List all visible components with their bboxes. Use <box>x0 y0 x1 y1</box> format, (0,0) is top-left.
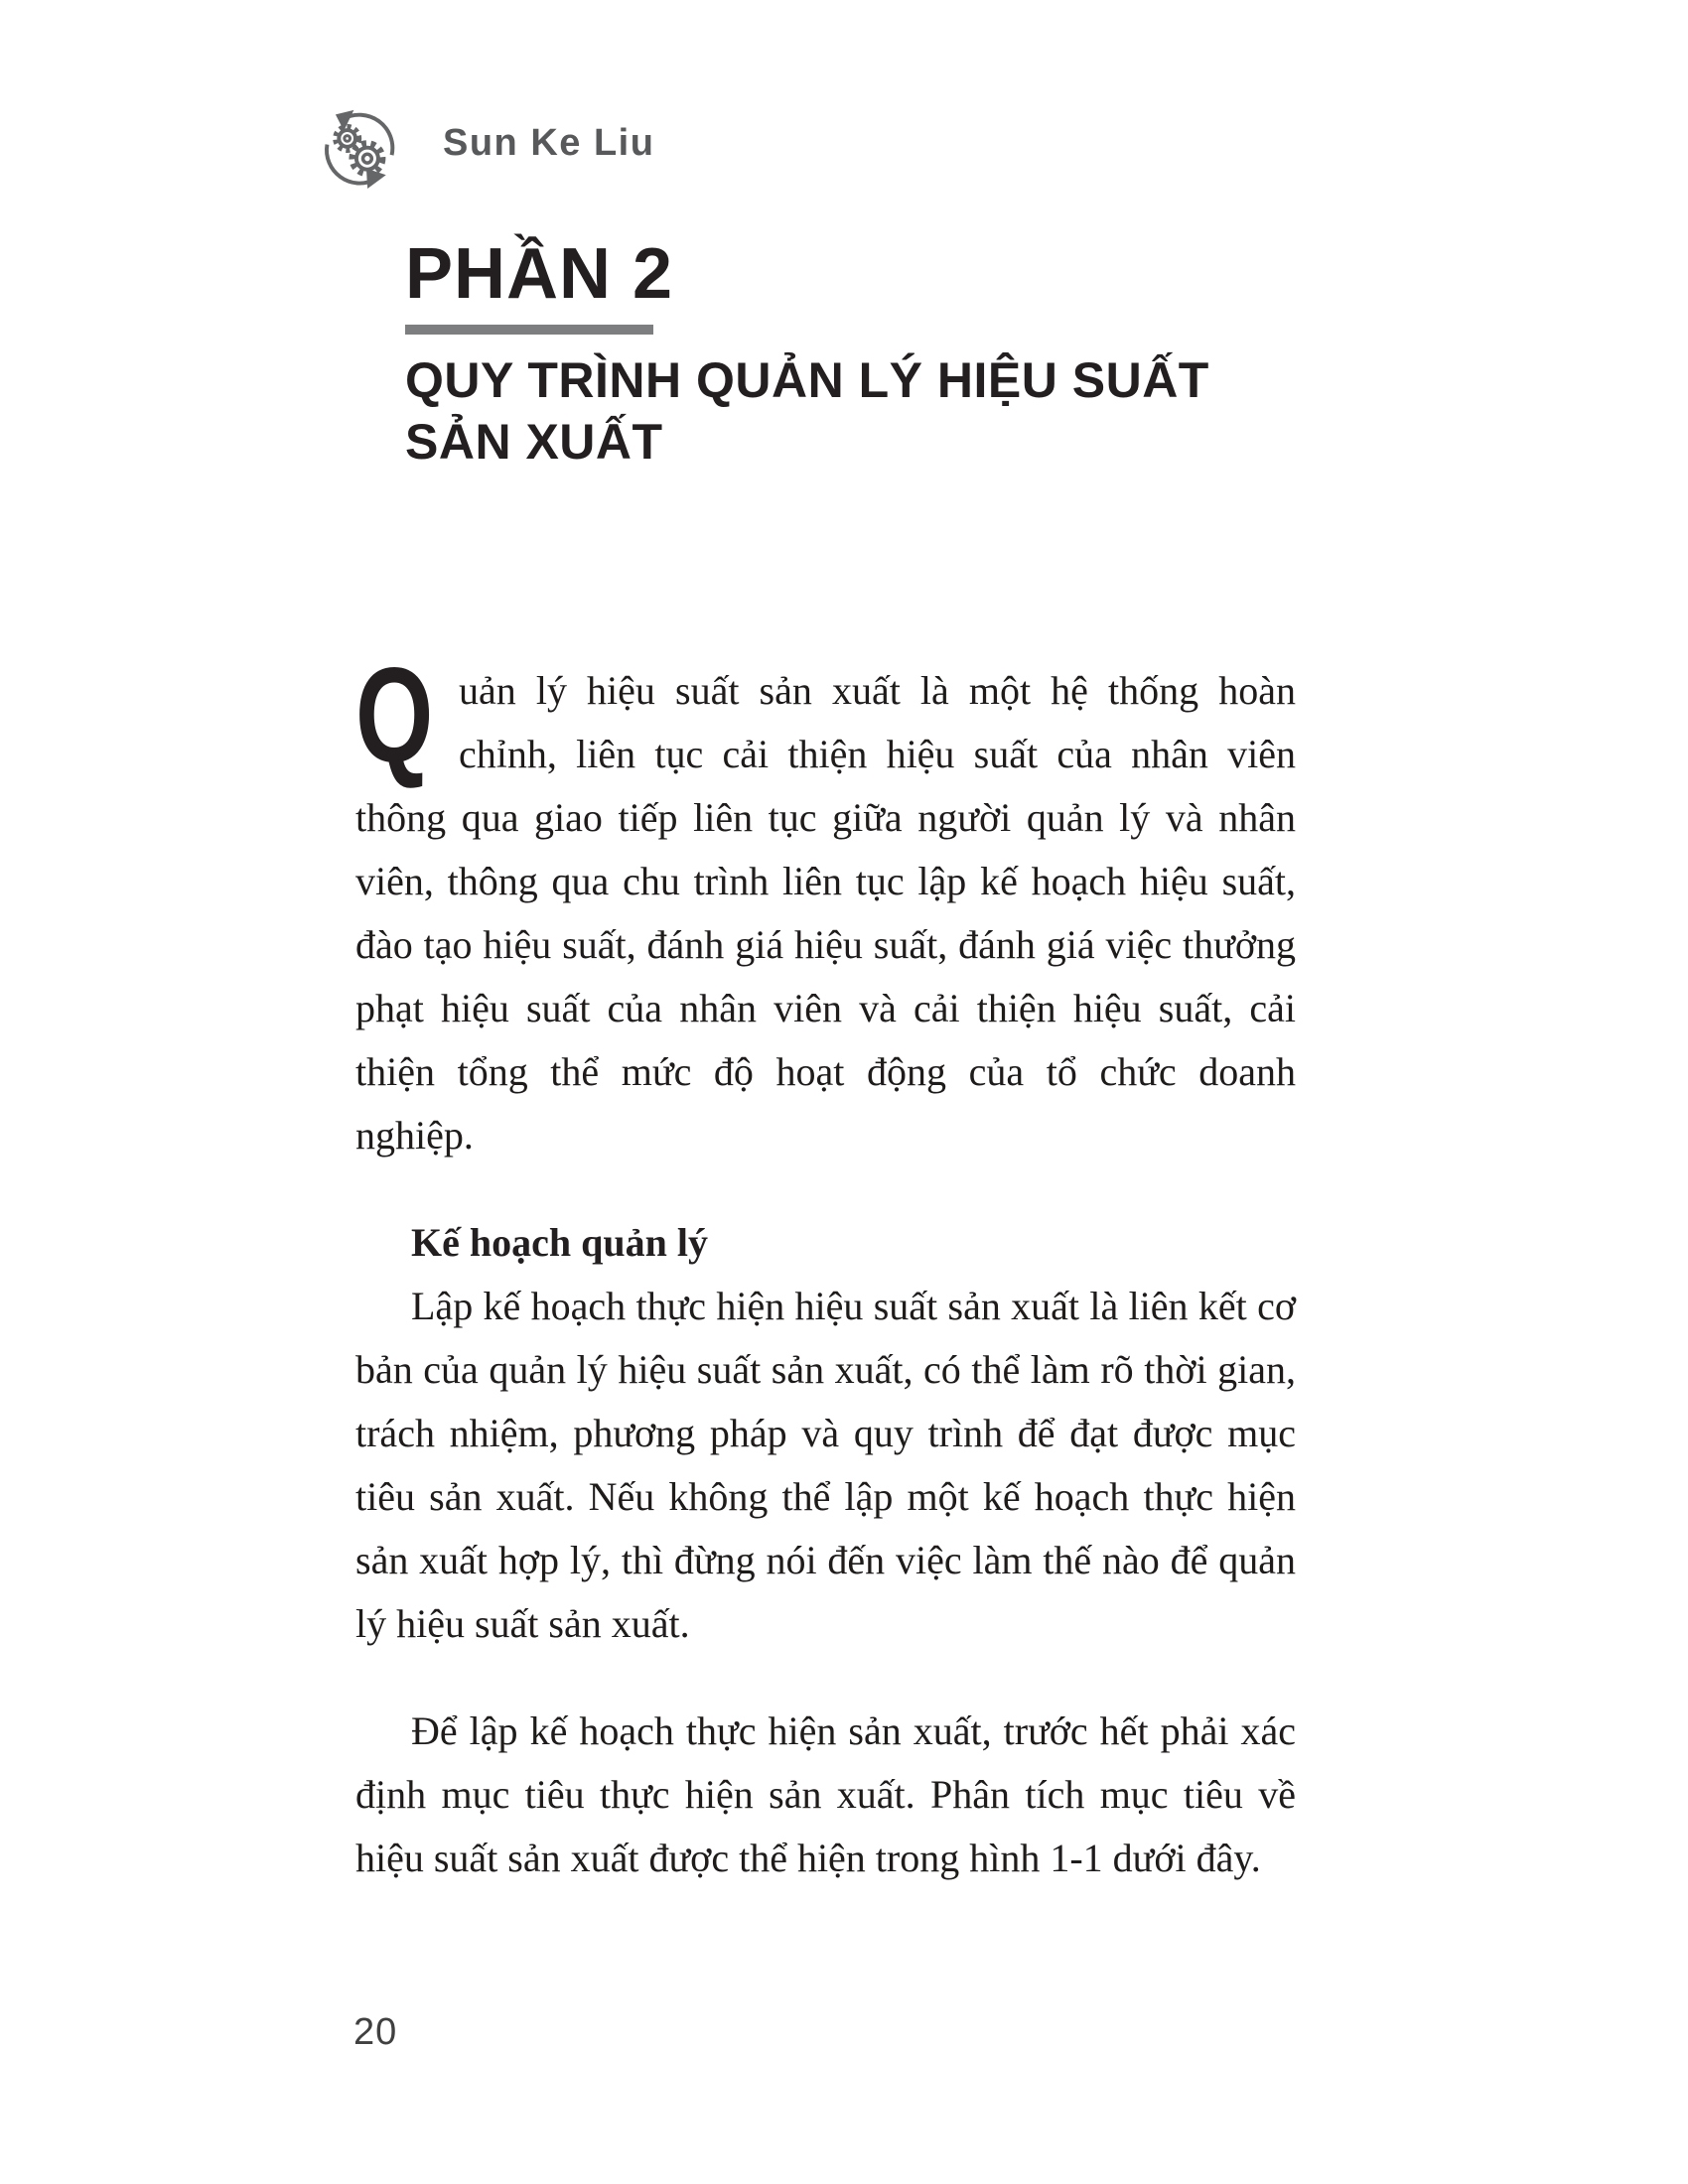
paragraph-goal: Để lập kế hoạch thực hiện sản xuất, trước hết phải xác định mục tiêu thực hiện sản xuất. Phân tích mục tiêu về hiệu suất sản xuất được thể hiện trong hình 1-1 dưới đây. <box>355 1708 1296 1880</box>
section-subheading: Kế hoạch quản lý <box>411 1220 708 1265</box>
paragraph-intro-text: uản lý hiệu suất sản xuất là một hệ thống hoàn chỉnh, liên tục cải thiện hiệu suất của nhân viên thông qua giao tiếp liên tục giữa người quản lý và nhân viên, thông qua chu trình liên tục lập kế hoạch hiệu suất, đào tạo hiệu suất, đánh giá hiệu suất, đánh giá việc thưởng phạt hiệu suất của nhân viên và cải thiện hiệu suất, cải thiện tổng thể mức độ hoạt động của tổ chức doanh nghiệp. <box>355 668 1296 1158</box>
heading-rule <box>405 325 653 335</box>
part-heading: PHẦN 2 <box>405 234 674 314</box>
chapter-title <box>405 349 1299 473</box>
chapter-title-line2: SẢN XUẤT <box>405 414 663 470</box>
gears-cycle-icon <box>316 105 403 193</box>
chapter-title-line1: QUY TRÌNH QUẢN LÝ HIỆU SUẤT <box>405 352 1209 408</box>
title-block <box>405 234 1299 473</box>
body-text <box>355 639 1296 1890</box>
paragraph-planning: Lập kế hoạch thực hiện hiệu suất sản xuất là liên kết cơ bản của quản lý hiệu suất sản xuất, có thể làm rõ thời gian, trách nhiệm, phương pháp và quy trình để đạt được mục tiêu sản xuất. Nếu không thể lập một kế hoạch thực hiện sản xuất hợp lý, thì đừng nói đến việc làm thế nào để quản lý hiệu suất sản xuất. <box>355 1284 1296 1646</box>
paragraph-intro <box>355 639 1296 1167</box>
page-number: 20 <box>353 2011 398 2053</box>
drop-cap: Q <box>355 639 434 790</box>
page-header <box>316 105 654 193</box>
brand-name: Sun Ke Liu <box>443 121 655 164</box>
